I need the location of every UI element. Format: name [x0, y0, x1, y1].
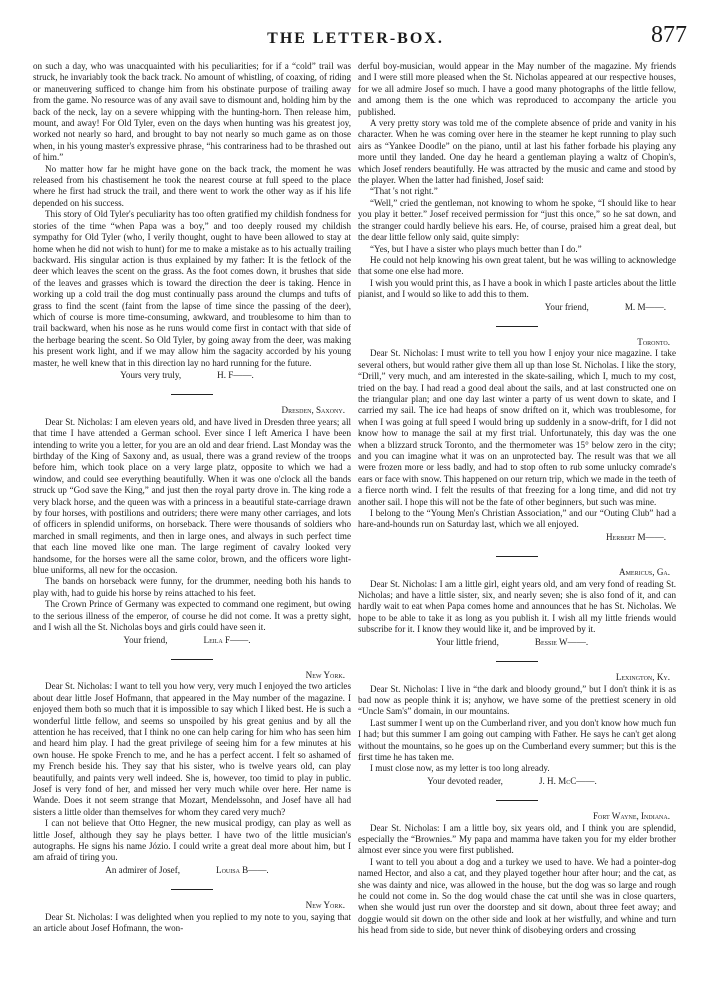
letter-closing: Your friend, [544, 301, 589, 312]
letter-signature: H. F——. [217, 369, 254, 380]
letter-paragraph: Dear St. Nicholas: I am a little boy, six years old, and I think you are splendid, especially the “Brownies.” My papa and mamma have taken you for my elder brother almost ever since you were first published. [358, 822, 676, 856]
letter-signature-line [33, 865, 351, 876]
section-divider [171, 889, 213, 890]
letter-paragraph: derful boy-musician, would appear in the May number of the magazine. My friends and I were still more pleased when the St. Nicholas appeared at our respective houses, for we all admire Josef so much. I have a good many photographs of the little fellow, and among them is the one which was reproduced to accompany the article you published. [358, 61, 676, 117]
section-divider [171, 659, 213, 660]
letter-paragraph: I must close now, as my letter is too long already. [370, 763, 550, 774]
letter-closing: Your little friend, [435, 636, 499, 647]
running-title: THE LETTER-BOX. [267, 30, 444, 47]
letter-signature: Leila F——. [203, 634, 251, 645]
section-divider [496, 800, 538, 801]
letter-paragraph: A very pretty story was told me of the complete absence of pride and vanity in his character. When he was coming over here in the steamer he kept running to play such airs as “Yankee Doodle” on the piano, until at last his father forbade his playing any more until they landed. One day he heard a gentleman playing a waltz of Chopin's, which Josef renders beautifully. He was attracted by the music and came and stood by the player. When the latter had finished, Josef said: [358, 118, 676, 186]
letter-paragraph: “That 's not right.” [370, 186, 438, 197]
letter-closing: Your friend, [123, 634, 168, 645]
letter-paragraph: I can not believe that Otto Hegner, the new musical prodigy, can play as well as little Josef, although they say he plays better. I have two of the little musician's autographs. He signs his name Józio. I could write a great deal more about him, but I am afraid of tiring you. [33, 818, 351, 863]
letter-signature: J. H. McC——. [538, 775, 597, 786]
letter-dateline: Fort Wayne, Indiana. [592, 811, 670, 822]
letter-dateline: Lexington, Ky. [615, 672, 670, 683]
letter-dateline: New York. [305, 900, 345, 911]
letter-paragraph: This story of Old Tyler's peculiarity has too often gratified my childish fondness for stories of the time “when Papa was a boy,” and too deeply roused my childish sympathy for Old Tyler (who, I verily thought, ought to have been allowed to stay at home when he did not wish to hunt) for me to make a mistake as to his actually trailing backward. His singular action is thus explained by my father: It is the fetlock of the deer which leaves the scent on the grass. As the foot comes down, it brushes that side of the leaves and grasses which is toward the direction the deer is taking. Hence in working up a cold trail the dog must continually pass around the clumps and tufts of grass to find the scent (faint from the lapse of time since the passing of the deer), which of course is more time-consuming, awkward, and troublesome to him than to trail backward, when his nose as he runs would come first in contact with that side of the herbage bearing the scent. So Old Tyler, by going away from the deer, was making his present work light, and if we may allow him the sagacity accorded by his young master, he well knew that in this direction lay no hard running for the future. [33, 209, 351, 368]
letter-paragraph: Last summer I went up on the Cumberland river, and you don't know how much fun I had; but this summer I am going out camping with Father. He says he can't get along without the mountains, so he goes up on the Cumberland every summer; but this is the first time he has taken me. [358, 717, 676, 762]
letter-signature-line [358, 776, 676, 787]
letter-paragraph: The bands on horseback were funny, for the drummer, needing both his hands to play with, had to guide his horse by reins attached to his feet. [33, 576, 351, 598]
page-header [0, 0, 711, 52]
letter-paragraph: I wish you would print this, as I have a book in which I paste articles about the little pianist, and I would so like to add this to them. [358, 277, 676, 300]
section-divider [496, 326, 538, 327]
page-number: 877 [651, 22, 687, 48]
letter-paragraph: Dear St. Nicholas: I want to tell you how very, very much I enjoyed the two articles about dear little Josef Hofmann, that appeared in the May number of the magazine. I enjoyed them both so much that it is impossible to say which I liked best. He is such a wonderful little fellow, and seems so unspoiled by his great genius and by all the attention he has received, that I think no one can help caring for him who has seen him and heard him play. I had the great privilege of seeing him for a few minutes at his own house. He spoke French to me, and he has a perfect accent. I felt so ashamed of my French beside his. They say that his sister, who is twelve years old, can play beautifully, and paints very well indeed. She is, however, too timid to play in public. Josef is very fond of her, and missed her very much while over here. Her name is Wande. Does it not seem strange that Mozart, Mendelssohn, and Josef have all had sisters a little older than themselves for whom they cared very much? [33, 681, 351, 817]
letter-signature-line [358, 532, 676, 543]
letter-paragraph: Dear St. Nicholas: I am a little girl, eight years old, and am very fond of reading St. Nicholas; and have a little sister, six, and nearly seven; she is also fond of it, and can hardly wait to eat when Papa comes home and announces that he has St. Nicholas. We hope to be able to take it as long as you publish it. I wish all my little friends would subscribe for it. I know they would like it, and be improved by it. [358, 578, 676, 635]
letter-closing: Your devoted reader, [427, 775, 503, 786]
section-divider [496, 661, 538, 662]
right-column [358, 61, 676, 994]
letter-paragraph: “Yes, but I have a sister who plays much better than I do.” [370, 243, 582, 254]
letter-signature: Bessie W——. [534, 636, 589, 647]
letter-paragraph: He could not help knowing his own great talent, but he was willing to acknowledge that some one else had more. [358, 254, 676, 277]
letter-paragraph: Dear St. Nicholas: I am eleven years old, and have lived in Dresden three years; all that time I have attended a German school. Ever since I left America I have been intending to write you a letter, for you are an old and dear friend. Last Monday was the birthday of the King of Saxony and, as usual, there was a grand review of the troops before him, which took place on a very large platz, opposite to which we had a window, and could see everything beautifully. When it was one o'clock all the bands struck up “God save the King,” and just then the royal party drove in. The king rode a very black horse, and the queen was with a princess in a beautiful state-carriage drawn by four horses, with postilions and outriders; there were many other carriages, and lots of officers in splendid uniforms, on horseback. There were thousands of soldiers who marched in small regiments, and then in large ones, and always in such perfect time that each line moved like one man. The large regiment of cavalry looked very handsome, for the horses were all the same color, brown, and the officers wore light-blue uniforms, all new for the occasion. [33, 416, 351, 576]
letter-paragraph: No matter how far he might have gone on the back track, the moment he was released from his chastisement he took the nearest course at full speed to the place where he first had struck the trail, and there went to work the other way as if his life depended on his success. [33, 163, 351, 208]
letter-paragraph: I want to tell you about a dog and a turkey we used to have. We had a pointer-dog named Hector, and also a cat, and they played together hour after hour; and the cat, as she was dainty and nice, was allowed in the house, but the dog was so large and rough he could not come in. So the dog would chase the cat until she was in close quarters, when she would just run over the doorstep and sit down, about three feet away; and doggie would sit down on the other side and look at her wistfully, and whine and turn his head from side to side, but never think of disobeying orders and crossing [358, 856, 676, 936]
left-column [33, 61, 351, 994]
letter-signature-line [358, 637, 676, 648]
letter-paragraph: “Well,” cried the gentleman, not knowing to whom he spoke, “I should like to hear you play it better.” Josef received permission for “just this once,” so he sat down, and the stranger could hardly believe his ears. He, of course, praised him a great deal, but the dear little fellow only said, quite simply: [358, 197, 676, 243]
letter-dateline: Americus, Ga. [619, 567, 670, 578]
letter-paragraph: Dear St. Nicholas: I must write to tell you how I enjoy your nice magazine. I take several others, but would rather give them all up than lose St. Nicholas. I like the story, “Drill,” very much, and am interested in the skate-sailing, which I, much to my cost, tried on the bay. I had read a good deal about the sails, and at last constructed one on the triangular plan; and one day last winter a party of us went down to skate, and I carried my sail. The ice had heaps of snow drifted on it, which was troublesome, for when I was going at full speed I would bring up suddenly in a snow-drift, for I did not know how to manage the sail at my first trial. Unfortunately, this day was the one when a blizzard struck Toronto, and the thermometer was 15° below zero in the city; and you can imagine what it was on an unprotected bay. The result was that we all were frozen more or less badly, and had to stop often to rub some unlucky comrade's ears or face with snow. This happened on our return trip, which we made in the teeth of a fierce north wind. I felt the results of that freezing for a long time, and did not try another sail. I hope this will not be the fate of other beginners, but such was mine. [358, 348, 676, 507]
letter-paragraph: Dear St. Nicholas: I was delighted when you replied to my note to you, saying that an article about Josef Hofmann, the won- [33, 911, 351, 934]
letter-dateline: Dresden, Saxony. [281, 405, 345, 416]
letter-paragraph: on such a day, who was unacquainted with his peculiarities; for if a “cold” trail was struck, he invariably took the back track. No amount of whistling, of coaxing, of riding or maneuvering sufficed to change him from his obstinate purpose of trailing away from the game. No resource was of any avail save to dismount and, holding him by the back of the neck, lay on a severe whipping with the hunting-horn. Then release him, mount, and away! For Old Tyler, even on the days when hunting was his greatest joy, worked not nearly so hard, and brought to bay not nearly so much game as on those when, in his young master's expressive phrase, “his contrariness had to be thrashed out of him.” [33, 61, 351, 163]
letter-dateline: Toronto. [637, 336, 670, 347]
letter-dateline: New York. [305, 669, 345, 680]
letter-signature: Herbert M——. [605, 531, 666, 542]
letter-signature-line [358, 302, 676, 313]
letter-signature: Louisa B——. [216, 864, 269, 875]
letter-closing: Yours very truly, [120, 369, 182, 380]
letter-signature: M. M——. [624, 301, 666, 312]
letter-paragraph: The Crown Prince of Germany was expected to command one regiment, but owing to the serious illness of the emperor, of course he did not come. It was a pretty sight, and I wish all the St. Nicholas boys and girls could have seen it. [33, 599, 351, 633]
letter-signature-line [33, 370, 351, 381]
letter-closing: An admirer of Josef, [105, 864, 181, 875]
letter-signature-line [33, 635, 351, 646]
letter-paragraph: I belong to the “Young Men's Christian Association,” and our “Outing Club” had a hare-and-hounds run on Saturday last, which we all enjoyed. [358, 508, 676, 530]
section-divider [496, 556, 538, 557]
section-divider [171, 394, 213, 395]
letter-paragraph: Dear St. Nicholas: I live in “the dark and bloody ground,” but I don't think it is as bad now as people think it is; anyhow, we have some of the prettiest scenery in old “Uncle Sam's” domain, in our mountains. [358, 683, 676, 717]
